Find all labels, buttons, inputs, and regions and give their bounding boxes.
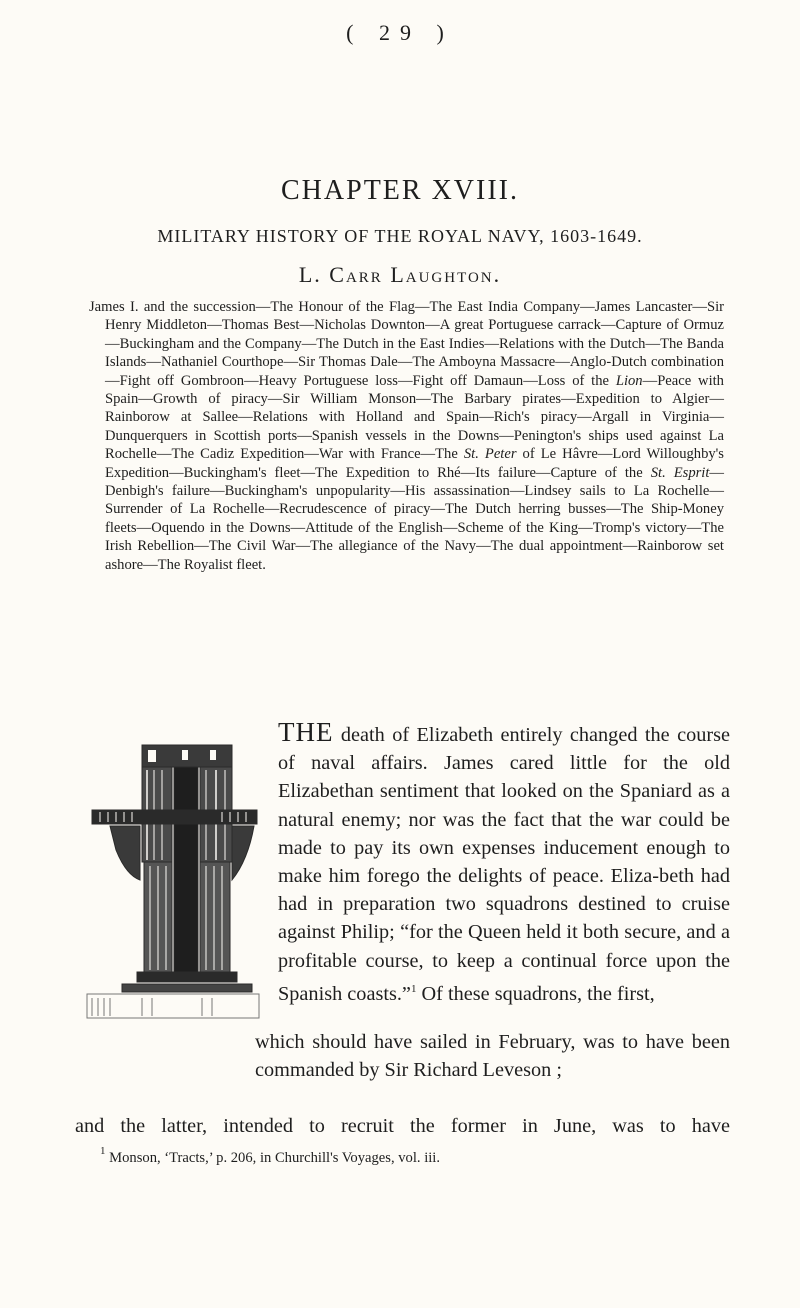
chapter-synopsis: [89, 298, 724, 574]
body-paragraph-upper: [278, 718, 730, 1008]
body-paragraph-full-width: and the latter, intended to recruit the former in June, was to have: [75, 1115, 730, 1137]
ship-name-st-esprit: St. Esprit: [650, 464, 710, 481]
ship-name-lion: Lion: [615, 372, 643, 389]
page-number: ( 29 ): [346, 20, 454, 45]
synopsis-text-4: —Denbigh's failure—Buckingham's unpopularity—His assassination—Lindsey sails to La Rochelle—Surrender of La Rochelle—Recrudescence of piracy—The Dutch herring busses—The Ship-Money fleets—Oquendo in the Downs—Attitude of the English—Scheme of the King—Tromp's victory—The Irish Rebellion—The Civil War—The allegiance of the Navy—The dual appointment—Rainborow set ashore—The Royalist fleet.: [105, 464, 724, 573]
chapter-title: CHAPTER XVIII.: [281, 175, 519, 206]
woodcut-illustration: [82, 740, 262, 1025]
chapter-author: L. Carr Laughton.: [298, 262, 502, 287]
ship-name-st-peter: St. Peter: [463, 446, 517, 463]
body-text-upper: death of Elizabeth entirely changed the course of naval affairs. James cared little for the old Elizabethan sentiment that looked on the Spaniard as a natural enemy; nor was the fact that the war could be made to pay its own expenses inducement enough to make him forego the delights of peace. Eliza-beth had had in preparation two squadrons destined to cruise against Philip; “for the Queen held it both secure, and a profitable course, to keep a continual force upon the Spanish coasts.”: [278, 724, 730, 1005]
synopsis-text-1: James I. and the succession—The Honour of the Flag—The East India Company—James Lancaster—Sir Henry Middleton—Thomas Best—Nicholas Downton—A great Portuguese carrack—Capture of Ormuz—Buckingham and the Company—The Dutch in the East Indies—Relations with the Dutch—The Banda Islands—Nathaniel Courthope—Sir Thomas Dale—The Amboyna Massacre—Anglo-Dutch combination—Fight off Gombroon—Heavy Portuguese loss—Fight off Damaun—Loss of the: [89, 299, 724, 389]
footnote-marker: 1: [100, 1145, 106, 1157]
footnote-text: Monson, ‘Tracts,’ p. 206, in Churchill's Voyages, vol. iii.: [105, 1150, 441, 1166]
synopsis-text-2: —Peace with Spain—Growth of piracy—Sir William Monson—The Barbary pirates—Expedition to Algier—Rainborow at Sallee—Relations with Holland and Spain—Rich's piracy—Argall in Virginia—Dunquerquers in Scottish ports—Spanish vessels in the Downs—Penington's ships used against La Rochelle—The Cadiz Expedition—War with France—The: [105, 372, 724, 463]
chapter-subtitle: MILITARY HISTORY OF THE ROYAL NAVY, 1603-1649.: [157, 226, 643, 246]
body-text-upper-end: Of these squadrons, the first,: [416, 982, 655, 1005]
drop-cap-word: THE: [278, 717, 334, 747]
body-paragraph-lower: which should have sailed in February, was to have been commanded by Sir Richard Leveson ;: [255, 1031, 730, 1082]
footnote: [100, 1142, 730, 1167]
footnote-reference: 1: [410, 982, 417, 995]
synopsis-text-3: of Le Hâvre—Lord Willoughby's Expedition—Buckingham's fleet—The Expedition to Rhé—Its failure—Capture of the: [105, 446, 724, 481]
